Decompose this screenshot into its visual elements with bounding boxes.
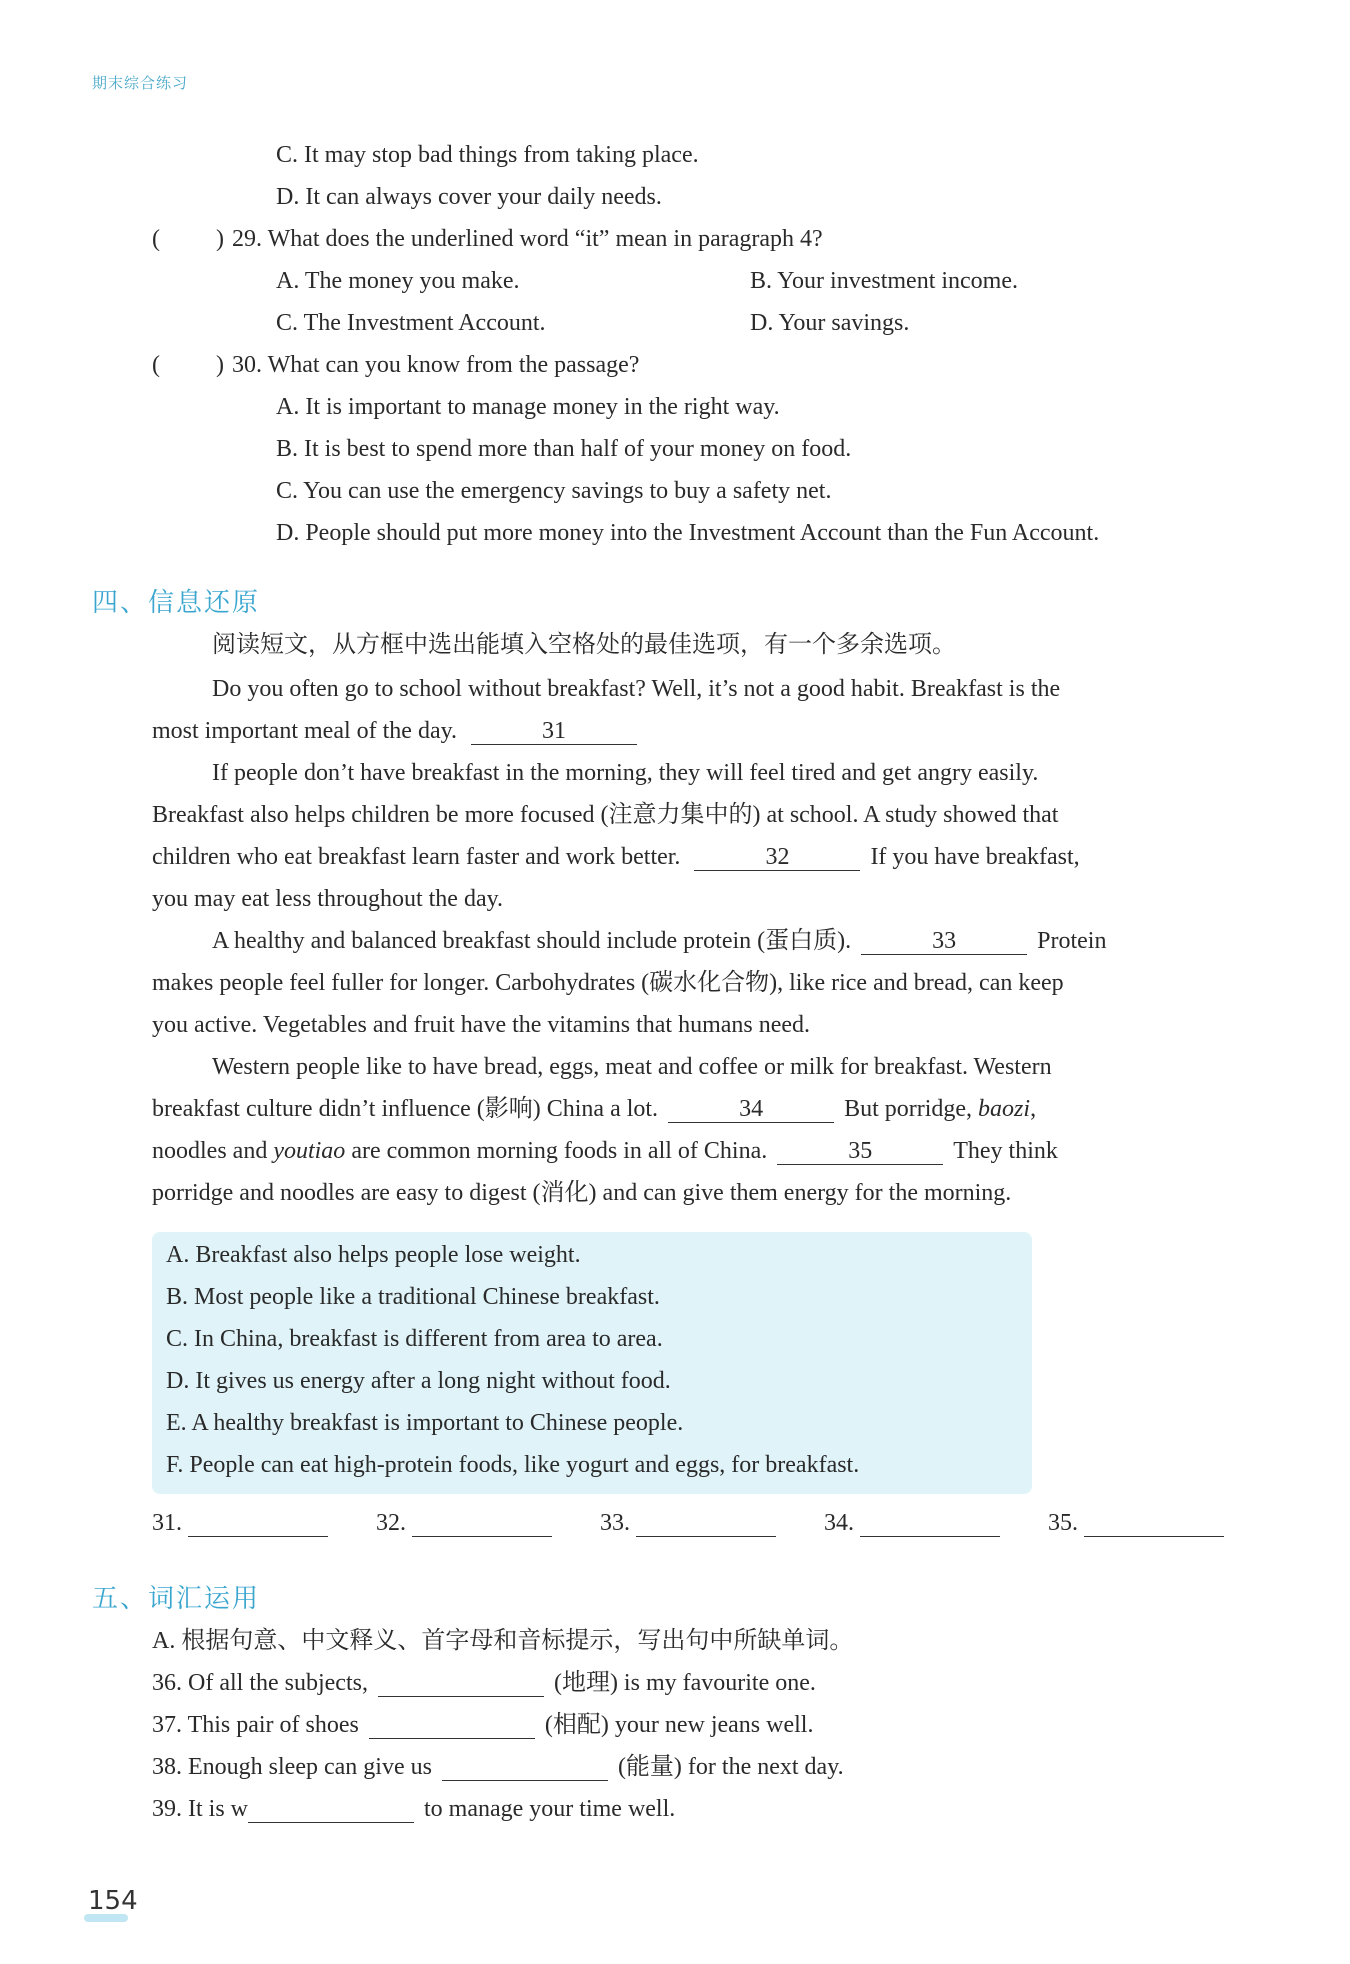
q36 [152, 1666, 816, 1700]
q37 [152, 1708, 813, 1742]
passage-p2-line2: Breakfast also helps children be more focused (注意力集中的) at school. A study showed that [152, 802, 1059, 828]
q29-answer-paren-close: ) [216, 226, 224, 252]
q38 [152, 1750, 844, 1784]
passage-p2-line4: you may eat less throughout the day. [152, 886, 504, 912]
option-c: C. In China, breakfast is different from area to area. [166, 1326, 663, 1352]
passage-p4-line2 [152, 1092, 1036, 1126]
q29-option-d: D. Your savings. [750, 310, 910, 336]
q39-blank[interactable] [248, 1796, 414, 1823]
q29-stem: 29. What does the underlined word “it” mean in paragraph 4? [232, 226, 823, 252]
answer-32 [376, 1510, 552, 1537]
q37-pre: 37. This pair of shoes [152, 1712, 359, 1738]
passage-p2-after: If you have breakfast, [870, 844, 1080, 870]
section5-title: 五、词汇运用 [92, 1584, 261, 1614]
q30-answer-paren-open[interactable]: ( [152, 352, 160, 378]
q30-option-b: B. It is best to spend more than half of your money on food. [276, 436, 852, 462]
q38-blank[interactable] [442, 1754, 608, 1781]
answer-32-blank[interactable] [412, 1510, 552, 1537]
option-a: A. Breakfast also helps people lose weight. [166, 1242, 581, 1268]
answer-35 [1048, 1510, 1224, 1537]
answer-33-blank[interactable] [636, 1510, 776, 1537]
q29-option-b: B. Your investment income. [750, 268, 1018, 294]
q29-answer-paren-open[interactable]: ( [152, 226, 160, 252]
passage-p4-after: They think [953, 1138, 1058, 1164]
q36-pre: 36. Of all the subjects, [152, 1670, 368, 1696]
q39-post: to manage your time well. [424, 1796, 676, 1822]
answer-33 [600, 1510, 776, 1537]
passage-p4-after1: But porridge, [844, 1096, 973, 1122]
option-f: F. People can eat high-protein foods, like yogurt and eggs, for breakfast. [166, 1452, 860, 1478]
q38-pre: 38. Enough sleep can give us [152, 1754, 432, 1780]
passage-p4-line4: porridge and noodles are easy to digest (消化) and can give them energy for the morning. [152, 1180, 1012, 1206]
passage-p1-line2 [152, 714, 637, 748]
q29-option-c: C. The Investment Account. [276, 310, 546, 336]
passage-p1-line1: Do you often go to school without breakfast? Well, it’s not a good habit. Breakfast is the [212, 676, 1061, 702]
option-e: E. A healthy breakfast is important to Chinese people. [166, 1410, 684, 1436]
passage-p4-comma: , [1030, 1096, 1037, 1122]
options-box [152, 1232, 1032, 1494]
q28-option-c: C. It may stop bad things from taking place. [276, 142, 699, 168]
blank-34[interactable]: 34 [668, 1096, 834, 1123]
option-b: B. Most people like a traditional Chinese breakfast. [166, 1284, 660, 1310]
option-d: D. It gives us energy after a long night without food. [166, 1368, 671, 1394]
running-header: 期末综合练习 [92, 74, 189, 92]
page-number: 154 [88, 1886, 138, 1916]
passage-p4-pre: noodles and [152, 1138, 268, 1164]
section4-instruction: 阅读短文，从方框中选出能填入空格处的最佳选项，有一个多余选项。 [212, 632, 956, 658]
section4-title: 四、信息还原 [92, 588, 261, 618]
passage-p2-line3 [152, 840, 1080, 874]
q30-option-a: A. It is important to manage money in the right way. [276, 394, 780, 420]
answer-31-blank[interactable] [188, 1510, 328, 1537]
word-baozi: baozi [978, 1096, 1031, 1122]
blank-35[interactable]: 35 [777, 1138, 943, 1165]
answer-32-label: 32. [376, 1510, 406, 1536]
q38-post: (能量) for the next day. [617, 1754, 844, 1780]
passage-p4-line1: Western people like to have bread, eggs, meat and coffee or milk for breakfast. Western [212, 1054, 1052, 1080]
passage-p4-text: breakfast culture didn’t influence (影响) China a lot. [152, 1096, 659, 1122]
passage-p4-mid: are common morning foods in all of China. [351, 1138, 768, 1164]
answer-34-label: 34. [824, 1510, 854, 1536]
blank-31[interactable]: 31 [471, 718, 637, 745]
q39 [152, 1792, 675, 1826]
q37-blank[interactable] [369, 1712, 535, 1739]
answer-34 [824, 1510, 1000, 1537]
passage-p2-text: children who eat breakfast learn faster and work better. [152, 844, 681, 870]
q29-option-a: A. The money you make. [276, 268, 520, 294]
q36-post: (地理) is my favourite one. [553, 1670, 816, 1696]
answer-33-label: 33. [600, 1510, 630, 1536]
passage-p3-text: A healthy and balanced breakfast should include protein (蛋白质). [212, 928, 852, 954]
q36-blank[interactable] [378, 1670, 544, 1697]
section5-instruction: A. 根据句意、中文释义、首字母和音标提示，写出句中所缺单词。 [152, 1628, 854, 1654]
passage-p3-line2: makes people feel fuller for longer. Carbohydrates (碳水化合物), like rice and bread, can keep [152, 970, 1064, 996]
answer-35-blank[interactable] [1084, 1510, 1224, 1537]
q37-post: (相配) your new jeans well. [544, 1712, 814, 1738]
answer-35-label: 35. [1048, 1510, 1078, 1536]
answer-31-label: 31. [152, 1510, 182, 1536]
word-youtiao: youtiao [273, 1138, 346, 1164]
q30-option-d: D. People should put more money into the Investment Account than the Fun Account. [276, 520, 1100, 546]
answer-34-blank[interactable] [860, 1510, 1000, 1537]
passage-p3-line1 [212, 924, 1106, 958]
q39-pre: 39. It is w [152, 1796, 248, 1822]
q30-stem: 30. What can you know from the passage? [232, 352, 640, 378]
blank-33[interactable]: 33 [861, 928, 1027, 955]
passage-p4-line3 [152, 1134, 1058, 1168]
passage-p1-text: most important meal of the day. [152, 718, 458, 744]
passage-p2-line1: If people don’t have breakfast in the morning, they will feel tired and get angry easily. [212, 760, 1039, 786]
blank-32[interactable]: 32 [694, 844, 860, 871]
q28-option-d: D. It can always cover your daily needs. [276, 184, 662, 210]
passage-p3-after: Protein [1037, 928, 1107, 954]
passage-p3-line3: you active. Vegetables and fruit have the vitamins that humans need. [152, 1012, 811, 1038]
q30-answer-paren-close: ) [216, 352, 224, 378]
answer-31 [152, 1510, 328, 1537]
q30-option-c: C. You can use the emergency savings to buy a safety net. [276, 478, 832, 504]
